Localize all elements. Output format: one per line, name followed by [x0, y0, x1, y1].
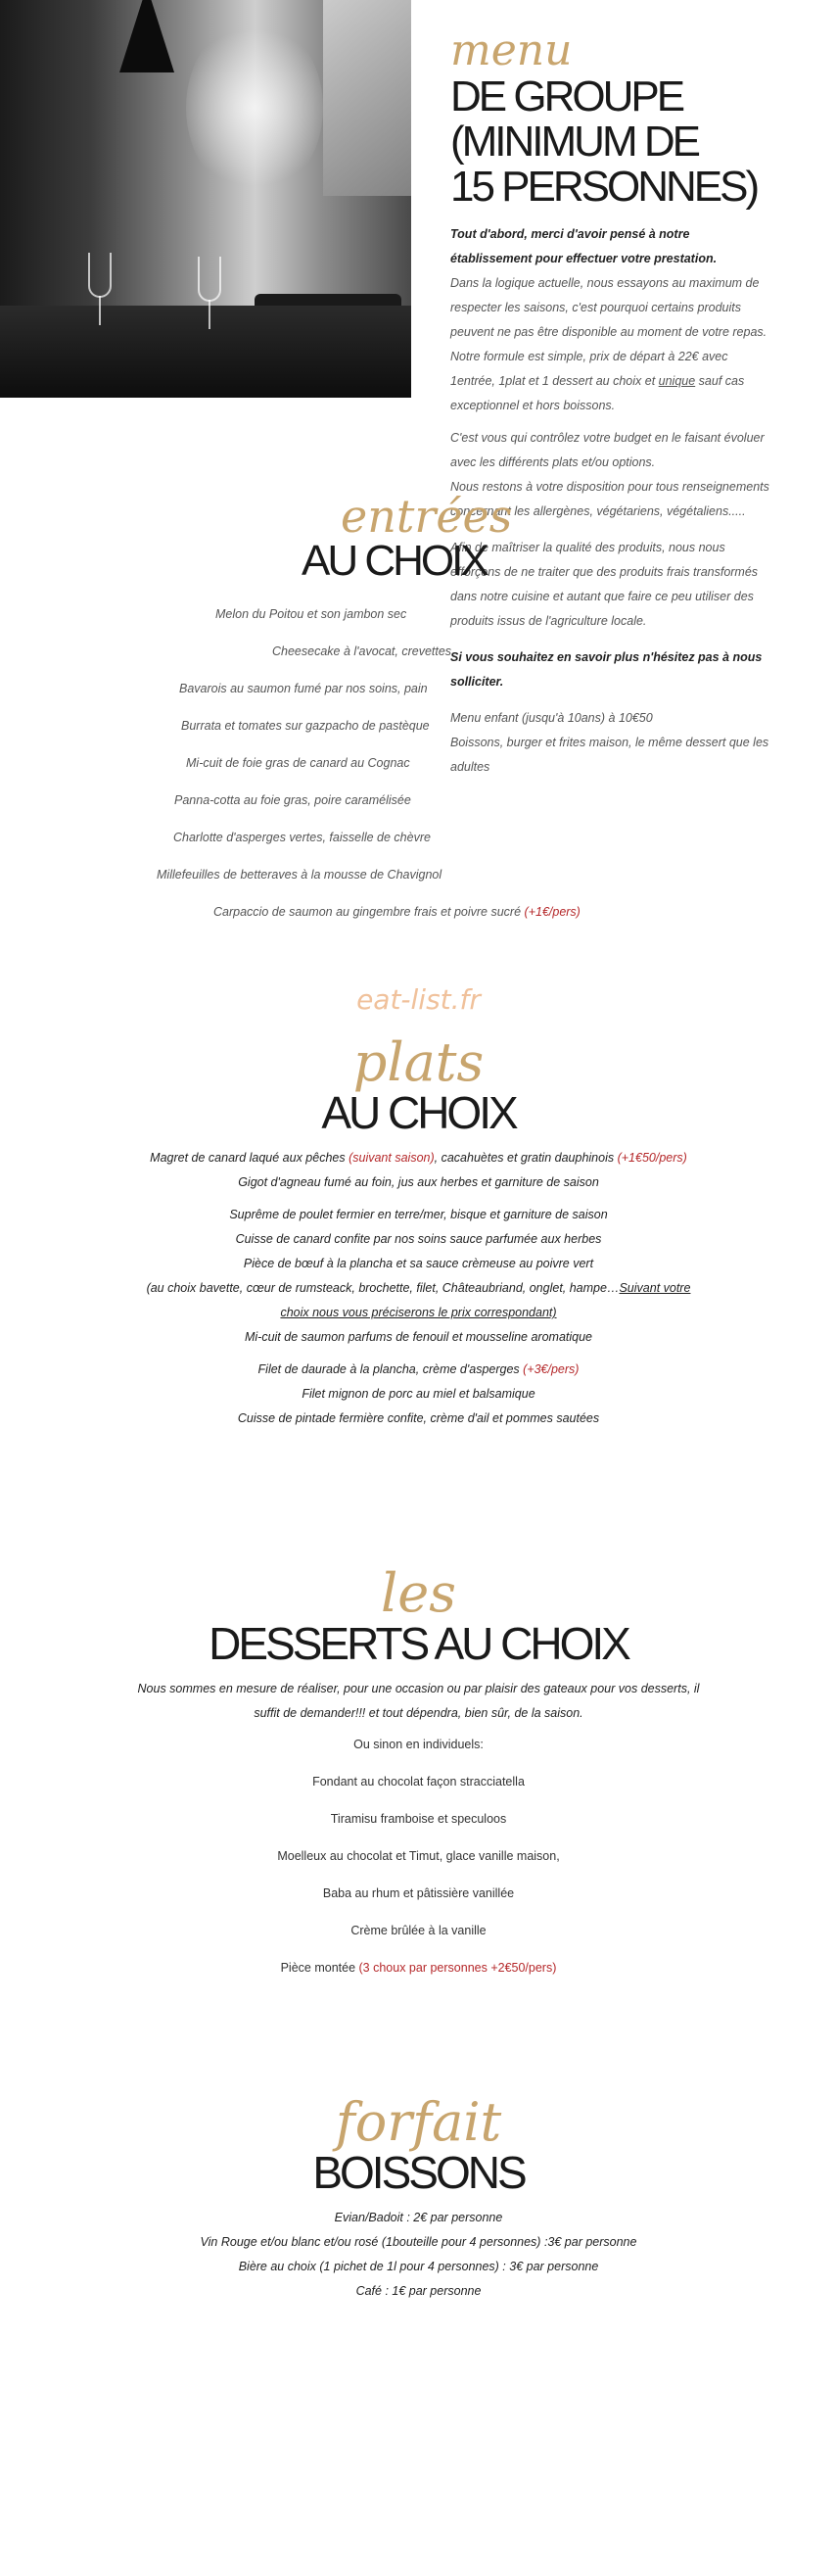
entree-item: Millefeuilles de betteraves à la mousse de Chavignol: [157, 868, 442, 882]
entree-item: Melon du Poitou et son jambon sec: [215, 607, 407, 621]
desserts-title: DESSERTS AU CHOIX: [209, 1618, 628, 1669]
desserts-section: [0, 1562, 837, 1986]
formula-unique: unique: [658, 373, 696, 388]
entrees-title: AU CHOIX: [302, 537, 487, 585]
title-line: DE GROUPE: [450, 72, 683, 120]
boisson-item: Vin Rouge et/ou blanc et/ou rosé (1bouteille pour 4 personnes) :3€ par personne: [200, 2235, 637, 2250]
formula-text-end: sauf cas exceptionnel et hors boissons.: [450, 373, 745, 412]
boisson-item: Café : 1€ par personne: [355, 2284, 482, 2299]
intro-block: [450, 25, 773, 780]
price-supplement: (+1€/pers): [524, 905, 581, 919]
intro-budget: C'est vous qui contrôlez votre budget en le faisant évoluer avec les différents plats et/ou options.: [450, 430, 765, 469]
watermark: eat-list.fr: [356, 983, 481, 1016]
plats-section: [0, 1031, 837, 1431]
plats-list: [0, 1146, 837, 1431]
dessert-item: Moelleux au chocolat et Timut, glace vanille maison,: [277, 1849, 560, 1864]
light-glow: [186, 20, 323, 196]
dessert-item: Crème brûlée à la vanille: [350, 1924, 487, 1938]
intro-allergens: Nous restons à votre disposition pour tous renseignements concernant les allergènes, végétariens, végétaliens.....: [450, 479, 769, 518]
dessert-item: Tiramisu framboise et speculoos: [330, 1812, 507, 1827]
plat-item: Filet mignon de porc au miel et balsamique: [302, 1387, 535, 1402]
plat-item: Cuisse de pintade fermière confite, crème d'ail et pommes sautées: [237, 1411, 600, 1426]
intro-contact: Si vous souhaitez en savoir plus n'hésitez pas à nous solliciter.: [450, 649, 763, 689]
restaurant-photo: [0, 0, 411, 398]
intro-thanks: Tout d'abord, merci d'avoir pensé à notre établissement pour effectuer votre prestation.: [450, 226, 718, 265]
table-silhouette: [0, 306, 411, 398]
plat-item: Magret de canard laqué aux pêches (suivant saison), cacahuètes et gratin dauphinois (+1€50/pers): [150, 1151, 687, 1166]
desserts-intro: suffit de demander!!! et tout dépendra, bien sûr, de la saison.: [254, 1706, 583, 1721]
intro-kids-details: Boissons, burger et frites maison, le même dessert que les adultes: [450, 735, 769, 774]
intro-formula: [450, 345, 773, 418]
plat-item: Cuisse de canard confite par nos soins sauce parfumée aux herbes: [235, 1232, 602, 1247]
title-line: (MINIMUM DE: [450, 118, 698, 167]
entree-item: Bavarois au saumon fumé par nos soins, pain: [179, 682, 428, 695]
plat-item: Suprême de poulet fermier en terre/mer, bisque et garniture de saison: [229, 1208, 608, 1222]
intro-title: [450, 74, 773, 211]
desserts-or: Ou sinon en individuels:: [353, 1738, 484, 1752]
intro-quality: Afin de maîtriser la qualité des produits, nous nous efforçons de ne traiter que des produits frais transformés dans notre cuisine et autant que faire ce peu utiliser des produits issus de l'agriculture locale.: [450, 540, 759, 628]
boissons-list: [0, 2206, 837, 2304]
plat-item: Filet de daurade à la plancha, crème d'asperges (+3€/pers): [257, 1362, 580, 1377]
plat-item-detail: (au choix bavette, cœur de rumsteack, brochette, filet, Châteaubriand, onglet, hampe…Suivant votre: [146, 1281, 691, 1296]
plat-item-detail: choix nous vous préciserons le prix correspondant): [280, 1306, 557, 1320]
dessert-item: Pièce montée (3 choux par personnes +2€50/pers): [280, 1961, 557, 1976]
boisson-item: Evian/Badoit : 2€ par personne: [334, 2211, 503, 2225]
boisson-item: Bière au choix (1 pichet de 1l pour 4 personnes) : 3€ par personne: [238, 2260, 599, 2274]
dessert-item: Fondant au chocolat façon stracciatella: [312, 1775, 525, 1789]
boissons-script-title: forfait: [335, 2091, 502, 2153]
entree-item: Mi-cuit de foie gras de canard au Cognac: [186, 756, 410, 770]
entree-item: Cheesecake à l'avocat, crevettes: [272, 644, 452, 658]
entree-item: Charlotte d'asperges vertes, faisselle de chèvre: [173, 831, 431, 844]
plat-item: Mi-cuit de saumon parfums de fenouil et mousseline aromatique: [244, 1330, 593, 1345]
window-light: [323, 0, 411, 196]
desserts-list: [0, 1677, 837, 1986]
wine-glass: [198, 257, 221, 302]
wine-glass: [88, 253, 112, 298]
boissons-title: BOISSONS: [312, 2147, 525, 2198]
entrees-script-title: entrées: [341, 490, 513, 543]
plat-item: Pièce de bœuf à la plancha et sa sauce crèmeuse au poivre vert: [243, 1257, 594, 1271]
desserts-script-title: les: [381, 1562, 456, 1624]
intro-seasons: Dans la logique actuelle, nous essayons au maximum de respecter les saisons, c'est pourquoi certains produits peuvent ne pas être disponible au moment de votre repas.: [450, 275, 767, 339]
dessert-item: Baba au rhum et pâtissière vanillée: [322, 1886, 515, 1901]
desserts-intro: Nous sommes en mesure de réaliser, pour une occasion ou par plaisir des gateaux pour vos desserts, il: [137, 1682, 700, 1696]
pendant-lamp: [119, 0, 174, 72]
intro-kids-menu: Menu enfant (jusqu'à 10ans) à 10€50: [450, 710, 653, 725]
title-line: 15 PERSONNES): [450, 163, 758, 212]
plat-item: Gigot d'agneau fumé au foin, jus aux herbes et garniture de saison: [238, 1175, 599, 1190]
intro-script-title: menu: [450, 25, 573, 75]
formula-text: Notre formule est simple, prix de départ à 22€ avec 1entrée, 1plat et 1 dessert au choix et: [450, 349, 728, 388]
entree-item-last: Carpaccio de saumon au gingembre frais et poivre sucré (+1€/pers): [213, 905, 581, 919]
boissons-section: [0, 2091, 837, 2304]
plats-title: AU CHOIX: [321, 1087, 516, 1138]
entree-item: Burrata et tomates sur gazpacho de pastèque: [181, 719, 430, 733]
entree-item: Panna-cotta au foie gras, poire caramélisée: [174, 793, 411, 807]
plats-script-title: plats: [352, 1031, 485, 1093]
